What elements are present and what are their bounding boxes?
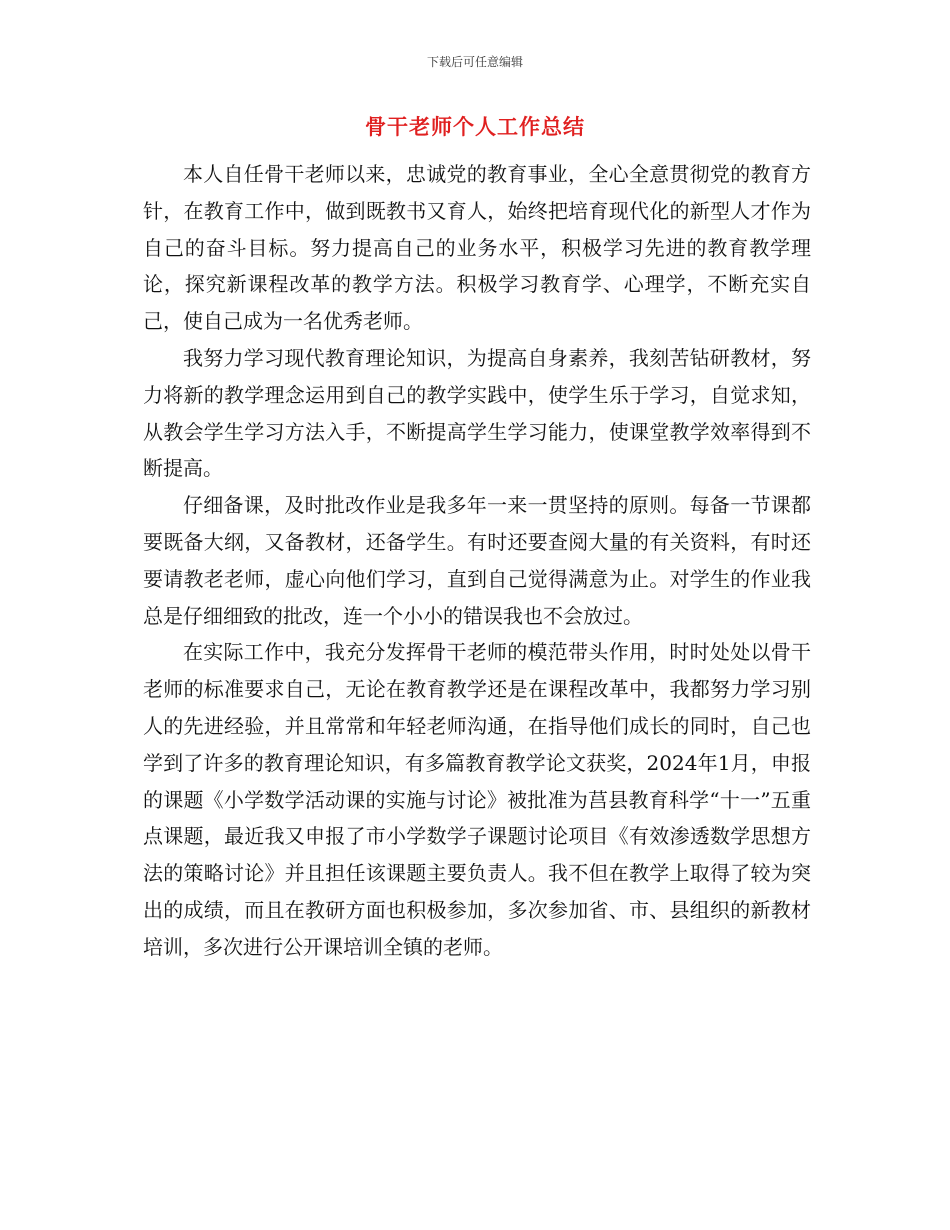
document-body — [143, 156, 811, 966]
paragraph-1: 本人自任骨干老师以来，忠诚党的教育事业，全心全意贯彻党的教育方针，在教育工作中，做到既教书又育人，始终把培育现代化的新型人才作为自己的奋斗目标。努力提高自己的业务水平，积极学习先进的教育教学理论，探究新课程改革的教学方法。积极学习教育学、心理学，不断充实自己，使自己成为一名优秀老师。 — [143, 162, 811, 334]
paragraph-4: 在实际工作中，我充分发挥骨干老师的模范带头作用，时时处处以骨干老师的标准要求自己，无论在教育教学还是在课程改革中，我都努力学习别人的先进经验，并且常常和年轻老师沟通，在指导他们成长的同时，自己也学到了许多的教育理论知识，有多篇教育教学论文获奖，2024年1月，申报的课题《小学数学活动课的实施与讨论》被批准为莒县教育科学“十一”五重点课题，最近我又申报了市小学数学子课题讨论项目《有效渗透数学思想方法的策略讨论》并且担任该课题主要负责人。我不但在教学上取得了较为突出的成绩，而且在教研方面也积极参加，多次参加省、市、县组织的新教材培训，多次进行公开课培训全镇的老师。 — [143, 640, 811, 959]
document-title: 骨干老师个人工作总结 — [365, 115, 585, 139]
paragraph-3: 仔细备课，及时批改作业是我多年一来一贯坚持的原则。每备一节课都要既备大纲，又备教材，还备学生。有时还要查阅大量的有关资料，有时还要请教老老师，虚心向他们学习，直到自己觉得满意为止。对学生的作业我总是仔细细致的批改，连一个小小的错误我也不会放过。 — [143, 493, 811, 628]
header-note: 下载后可任意编辑 — [426, 55, 523, 69]
paragraph-2: 我努力学习现代教育理论知识，为提高自身素养，我刻苦钻研教材，努力将新的教学理念运用到自己的教学实践中，使学生乐于学习，自觉求知，从教会学生学习方法入手，不断提高学生学习能力，使课堂教学效率得到不断提高。 — [143, 345, 811, 481]
